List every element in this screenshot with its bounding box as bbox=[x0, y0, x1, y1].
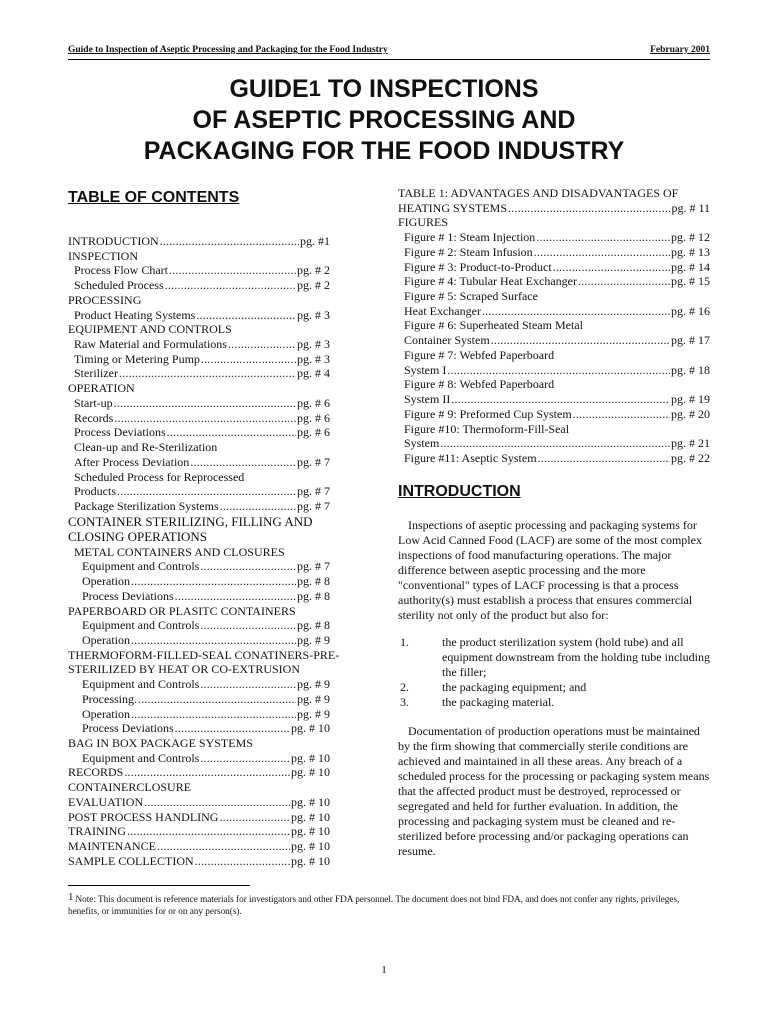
list-text: the packaging equipment; and bbox=[442, 679, 587, 694]
toc-leader-dots bbox=[165, 278, 296, 293]
intro-paragraph-2: Documentation of production operations must be maintained by the firm showing that commercially sterile conditions are achieved and maintained in all these areas. Any breach of a scheduled process for the processing or packaging system means that the affected product must be destroyed, reprocessed or segregated and held for further evaluation. In addition, the processing and packaging system must be cleaned and re-sterilized before processing and/or packaging operations can resume. bbox=[398, 723, 710, 858]
toc-entry-page: pg. # 18 bbox=[671, 362, 710, 377]
toc-entry-title: Process Deviations bbox=[82, 588, 174, 603]
toc-entry-page: pg. # 10 bbox=[291, 824, 330, 839]
toc-entry[interactable] bbox=[68, 484, 330, 499]
toc-entry-title: RECORDS bbox=[68, 765, 124, 780]
toc-entry-page: pg. # 14 bbox=[671, 259, 710, 274]
toc-entry-title: Figure # 9: Preformed Cup System bbox=[404, 406, 572, 421]
toc-entry-title: System II bbox=[404, 392, 451, 407]
list-number: 1. bbox=[400, 634, 409, 649]
toc-entry-title: POST PROCESS HANDLING bbox=[68, 809, 219, 824]
toc-leader-dots bbox=[219, 810, 290, 825]
toc-entry-title: System bbox=[404, 436, 440, 451]
toc-entry-page: pg. # 10 bbox=[291, 839, 330, 854]
toc-leader-dots bbox=[200, 618, 296, 633]
toc-entry-title: Raw Material and Formulations bbox=[74, 337, 227, 352]
toc-entry[interactable] bbox=[68, 263, 330, 278]
toc-leader-dots bbox=[482, 304, 670, 319]
toc-heading-line: Figure # 7: Webfed Paperboard bbox=[404, 347, 555, 362]
toc-entry-title: EVALUATION bbox=[68, 794, 144, 809]
toc-entry[interactable] bbox=[68, 618, 330, 633]
toc-entry-title: Processing. bbox=[82, 691, 137, 706]
toc-entry[interactable] bbox=[398, 363, 710, 378]
toc-heading-line: CONTAINER STERILIZING, FILLING AND bbox=[68, 513, 313, 529]
title-footnote-mark: 1 bbox=[308, 76, 321, 101]
toc-entry-title: Operation bbox=[82, 706, 130, 721]
toc-heading-line: STERILIZED BY HEAT OR CO-EXTRUSION bbox=[68, 662, 300, 677]
list-text: the packaging material. bbox=[442, 694, 555, 709]
toc-entry-page: pg. #1 bbox=[300, 234, 330, 248]
toc-leader-dots bbox=[119, 366, 296, 381]
toc-leader-dots bbox=[127, 824, 290, 839]
list-item bbox=[398, 680, 710, 695]
toc-entry[interactable] bbox=[68, 795, 330, 810]
toc-entry[interactable] bbox=[68, 810, 330, 825]
toc-entry[interactable] bbox=[398, 304, 710, 319]
toc-entry-page: pg. # 22 bbox=[671, 450, 710, 465]
toc-entry[interactable] bbox=[68, 411, 330, 426]
toc-entry-page: pg. # 12 bbox=[671, 230, 710, 245]
toc-entry-page: pg. # 7 bbox=[297, 559, 330, 574]
toc-entry-page: pg. # 11 bbox=[671, 200, 710, 215]
toc-entry[interactable] bbox=[68, 721, 330, 736]
toc-leader-dots bbox=[138, 692, 296, 707]
toc-left-list bbox=[68, 234, 340, 868]
toc-leader-dots bbox=[131, 707, 296, 722]
toc-entry-title: Sterilizer bbox=[74, 366, 118, 381]
header-date: February 2001 bbox=[650, 45, 710, 55]
toc-entry-page: pg. # 6 bbox=[297, 410, 330, 425]
toc-leader-dots bbox=[228, 337, 296, 352]
toc-entry-page: pg. # 3 bbox=[297, 337, 330, 352]
toc-entry-title: Process Deviations bbox=[82, 721, 174, 736]
toc-entry[interactable] bbox=[398, 451, 710, 466]
toc-entry[interactable] bbox=[68, 396, 330, 411]
toc-leader-dots bbox=[220, 499, 296, 514]
toc-leader-dots bbox=[131, 574, 296, 589]
toc-leader-dots bbox=[190, 455, 296, 470]
toc-leader-dots bbox=[117, 484, 296, 499]
toc-entry[interactable] bbox=[68, 854, 330, 869]
toc-leader-dots bbox=[491, 333, 670, 348]
toc-right-list bbox=[398, 186, 710, 466]
footnote-mark: 1 bbox=[68, 891, 74, 903]
toc-leader-dots bbox=[536, 230, 670, 245]
toc-entry[interactable] bbox=[68, 499, 330, 514]
toc-entry-page: pg. # 2 bbox=[297, 263, 330, 278]
toc-entry-page: pg. # 10 bbox=[291, 853, 330, 868]
toc-entry-page: pg. # 3 bbox=[297, 307, 330, 322]
toc-entry-title: Start-up bbox=[74, 395, 113, 410]
toc-entry-page: pg. # 3 bbox=[297, 351, 330, 366]
toc-heading-line: EQUIPMENT AND CONTROLS bbox=[68, 322, 232, 337]
toc-leader-dots bbox=[124, 765, 290, 780]
toc-entry[interactable] bbox=[68, 589, 330, 604]
toc-entry-title: Equipment and Controls bbox=[82, 618, 200, 633]
toc-leader-dots bbox=[538, 451, 670, 466]
toc-entry-page: pg. # 21 bbox=[671, 436, 710, 451]
list-item bbox=[398, 635, 710, 680]
toc-entry-title: After Process Deviation bbox=[74, 454, 190, 469]
toc-entry-title: Operation bbox=[82, 632, 130, 647]
toc-entry[interactable] bbox=[68, 337, 330, 352]
toc-leader-dots bbox=[169, 263, 296, 278]
toc-entry-page: pg. # 8 bbox=[297, 588, 330, 603]
toc-entry-page: pg. # 17 bbox=[671, 333, 710, 348]
toc-entry-title: Figure # 4: Tubular Heat Exchanger bbox=[404, 274, 577, 289]
toc-leader-dots bbox=[144, 795, 290, 810]
document-title bbox=[0, 74, 768, 167]
toc-heading-line: Figure # 6: Superheated Steam Metal bbox=[404, 318, 583, 333]
toc-entry-title: Container System bbox=[404, 333, 490, 348]
toc-entry-page: pg. # 8 bbox=[297, 618, 330, 633]
toc-entry-page: pg. # 4 bbox=[297, 366, 330, 381]
toc-entry[interactable] bbox=[398, 407, 710, 422]
toc-entry-page: pg. # 9 bbox=[297, 632, 330, 647]
toc-entry-title: Equipment and Controls bbox=[82, 559, 200, 574]
toc-entry[interactable] bbox=[398, 230, 710, 245]
toc-entry-title: Figure #11: Aseptic System bbox=[404, 450, 537, 465]
toc-heading-line: PROCESSING bbox=[68, 292, 142, 307]
toc-entry[interactable] bbox=[68, 765, 330, 780]
toc-entry-page: pg. # 10 bbox=[291, 809, 330, 824]
toc-entry-title: Timing or Metering Pump bbox=[74, 351, 200, 366]
toc-leader-dots bbox=[440, 436, 670, 451]
toc-entry-title: Process Deviations bbox=[74, 425, 166, 440]
toc-entry-title: Records bbox=[74, 410, 114, 425]
toc-leader-dots bbox=[160, 234, 299, 249]
toc-entry[interactable] bbox=[68, 751, 330, 766]
toc-heading-line: BAG IN BOX PACKAGE SYSTEMS bbox=[68, 736, 253, 750]
toc-leader-dots bbox=[131, 633, 296, 648]
toc-entry-title: Figure # 2: Steam Infusion bbox=[404, 244, 533, 259]
toc-heading-line: PAPERBOARD OR PLASITC CONTAINERS bbox=[68, 603, 296, 618]
toc-leader-dots bbox=[196, 308, 296, 323]
toc-leader-dots bbox=[201, 352, 296, 367]
toc-entry-title: Figure # 1: Steam Injection bbox=[404, 230, 536, 245]
toc-entry[interactable] bbox=[398, 436, 710, 451]
toc-heading-line: Figure # 8: Webfed Paperboard bbox=[404, 377, 555, 392]
list-text: the product sterilization system (hold tube) and all equipment downstream from the holding tube including the filler; bbox=[442, 634, 710, 679]
toc-entry-title: Heat Exchanger bbox=[404, 303, 481, 318]
toc-entry[interactable] bbox=[68, 352, 330, 367]
toc-leader-dots bbox=[553, 260, 670, 275]
toc-entry[interactable] bbox=[68, 633, 330, 648]
toc-left-column bbox=[68, 186, 340, 868]
title-line1-rest: TO INSPECTIONS bbox=[320, 75, 539, 103]
footnote bbox=[68, 893, 708, 917]
toc-leader-dots bbox=[200, 559, 296, 574]
toc-entry-title: TRAINING bbox=[68, 824, 126, 839]
toc-leader-dots bbox=[578, 274, 670, 289]
toc-entry[interactable] bbox=[68, 692, 330, 707]
running-header bbox=[68, 45, 710, 60]
toc-heading-line: THERMOFORM-FILLED-SEAL CONATINERS-PRE- bbox=[68, 647, 340, 662]
toc-entry[interactable] bbox=[68, 677, 330, 692]
list-item bbox=[398, 695, 710, 710]
toc-leader-dots bbox=[175, 721, 290, 736]
toc-entry[interactable] bbox=[398, 260, 710, 275]
toc-entry-page: pg. # 6 bbox=[297, 395, 330, 410]
toc-heading: TABLE OF CONTENTS bbox=[68, 189, 240, 206]
toc-heading-line: Figure # 5: Scraped Surface bbox=[404, 289, 538, 304]
toc-entry-title: System I bbox=[404, 362, 447, 377]
toc-entry-title: Scheduled Process bbox=[74, 278, 164, 293]
toc-entry[interactable] bbox=[68, 559, 330, 574]
toc-entry[interactable] bbox=[398, 245, 710, 260]
toc-leader-dots bbox=[167, 425, 296, 440]
toc-entry-page: pg. # 10 bbox=[291, 794, 330, 809]
toc-entry[interactable] bbox=[68, 425, 330, 440]
toc-entry-page: pg. # 2 bbox=[297, 278, 330, 293]
title-line3: PACKAGING FOR THE FOOD INDUSTRY bbox=[143, 137, 625, 165]
toc-entry[interactable] bbox=[68, 455, 330, 470]
toc-leader-dots bbox=[451, 392, 670, 407]
toc-entry-page: pg. # 7 bbox=[297, 498, 330, 513]
toc-leader-dots bbox=[114, 411, 296, 426]
toc-leader-dots bbox=[573, 407, 670, 422]
title-line2: OF ASEPTIC PROCESSING AND bbox=[192, 106, 576, 134]
toc-entry[interactable] bbox=[68, 234, 330, 249]
toc-entry-title: Package Sterilization Systems bbox=[74, 498, 219, 513]
right-column bbox=[398, 186, 710, 859]
toc-heading-line: OPERATION bbox=[68, 381, 135, 396]
toc-leader-dots bbox=[534, 245, 670, 260]
toc-entry-title: Process Flow Chart bbox=[74, 263, 168, 278]
toc-entry-title: Equipment and Controls bbox=[82, 677, 200, 692]
toc-entry-title: Figure # 3: Product-to-Product bbox=[404, 259, 552, 274]
toc-heading-line: TABLE 1: ADVANTAGES AND DISADVANTAGES OF bbox=[398, 186, 679, 200]
toc-heading-line: FIGURES bbox=[398, 215, 449, 230]
toc-entry-page: pg. # 9 bbox=[297, 677, 330, 692]
toc-entry-title: Products bbox=[74, 484, 116, 499]
toc-entry[interactable] bbox=[68, 824, 330, 839]
toc-leader-dots bbox=[447, 363, 670, 378]
toc-entry[interactable] bbox=[398, 333, 710, 348]
toc-entry-title: Product Heating Systems bbox=[74, 307, 196, 322]
toc-heading-line: Clean-up and Re-Sterilization bbox=[74, 440, 218, 455]
toc-entry-title: Equipment and Controls bbox=[82, 750, 200, 765]
toc-entry-page: pg. # 9 bbox=[297, 691, 330, 706]
toc-leader-dots bbox=[175, 589, 296, 604]
intro-paragraph-1: Inspections of aseptic processing and packaging systems for Low Acid Canned Food (LACF) are some of the most complex inspections of food manufacturing operations. The major difference between aseptic processing and the more "conventional" types of LACF processing is that a process authority(s) must establish a process that ensures commercial sterility not only of the product but also for: bbox=[398, 517, 702, 622]
toc-entry-page: pg. # 13 bbox=[671, 244, 710, 259]
toc-entry-title: MAINTENANCE bbox=[68, 839, 156, 854]
toc-entry-page: pg. # 10 bbox=[291, 750, 330, 765]
list-number: 3. bbox=[400, 694, 409, 709]
toc-heading-line: Figure #10: Thermoform-Fill-Seal bbox=[404, 421, 570, 436]
toc-entry[interactable] bbox=[68, 278, 330, 293]
toc-heading-line: CLOSING OPERATIONS bbox=[68, 529, 208, 545]
toc-entry-page: pg. # 7 bbox=[297, 454, 330, 469]
toc-entry[interactable] bbox=[68, 839, 330, 854]
toc-heading-line: CONTAINERCLOSURE bbox=[68, 780, 192, 795]
toc-entry-title: INTRODUCTION bbox=[68, 234, 159, 248]
footnote-rule bbox=[68, 885, 250, 886]
toc-leader-dots bbox=[508, 201, 670, 216]
toc-leader-dots bbox=[195, 854, 290, 869]
title-word: GUIDE bbox=[229, 75, 309, 103]
toc-entry-page: pg. # 20 bbox=[671, 406, 710, 421]
toc-leader-dots bbox=[200, 677, 296, 692]
page-number: 1 bbox=[381, 964, 387, 976]
toc-entry[interactable] bbox=[68, 574, 330, 589]
toc-leader-dots bbox=[114, 396, 296, 411]
toc-heading-line: METAL CONTAINERS AND CLOSURES bbox=[74, 544, 285, 559]
list-number: 2. bbox=[400, 679, 409, 694]
toc-entry-page: pg. # 10 bbox=[291, 765, 330, 780]
toc-entry[interactable] bbox=[68, 308, 330, 323]
toc-entry-title: Operation bbox=[82, 574, 130, 589]
toc-entry-page: pg. # 8 bbox=[297, 574, 330, 589]
toc-leader-dots bbox=[157, 839, 290, 854]
toc-heading-line: INSPECTION bbox=[68, 248, 139, 263]
toc-entry-title: SAMPLE COLLECTION bbox=[68, 853, 194, 868]
toc-entry[interactable] bbox=[398, 274, 710, 289]
toc-entry-page: pg. # 15 bbox=[671, 274, 710, 289]
toc-entry-page: pg. # 16 bbox=[671, 303, 710, 318]
toc-entry-title: HEATING SYSTEMS bbox=[398, 200, 508, 215]
toc-entry[interactable] bbox=[398, 392, 710, 407]
toc-entry[interactable] bbox=[68, 366, 330, 381]
toc-entry-page: pg. # 6 bbox=[297, 425, 330, 440]
introduction-heading: INTRODUCTION bbox=[398, 482, 521, 500]
toc-entry-page: pg. # 7 bbox=[297, 484, 330, 499]
header-title: Guide to Inspection of Aseptic Processing and Packaging for the Food Industry bbox=[68, 45, 388, 55]
toc-leader-dots bbox=[200, 751, 290, 766]
toc-entry[interactable] bbox=[398, 201, 710, 216]
toc-entry[interactable] bbox=[68, 707, 330, 722]
toc-heading-line: Scheduled Process for Reprocessed bbox=[74, 469, 245, 484]
toc-entry-page: pg. # 10 bbox=[291, 721, 330, 736]
intro-list bbox=[398, 635, 710, 710]
toc-entry-page: pg. # 9 bbox=[297, 706, 330, 721]
footnote-text: Note: This document is reference materials for investigators and other FDA personnel. The document does not bind FDA, and does not confer any rights, privileges, benefits, or immunities for or on any person(s). bbox=[68, 894, 680, 916]
toc-entry-page: pg. # 19 bbox=[671, 392, 710, 407]
